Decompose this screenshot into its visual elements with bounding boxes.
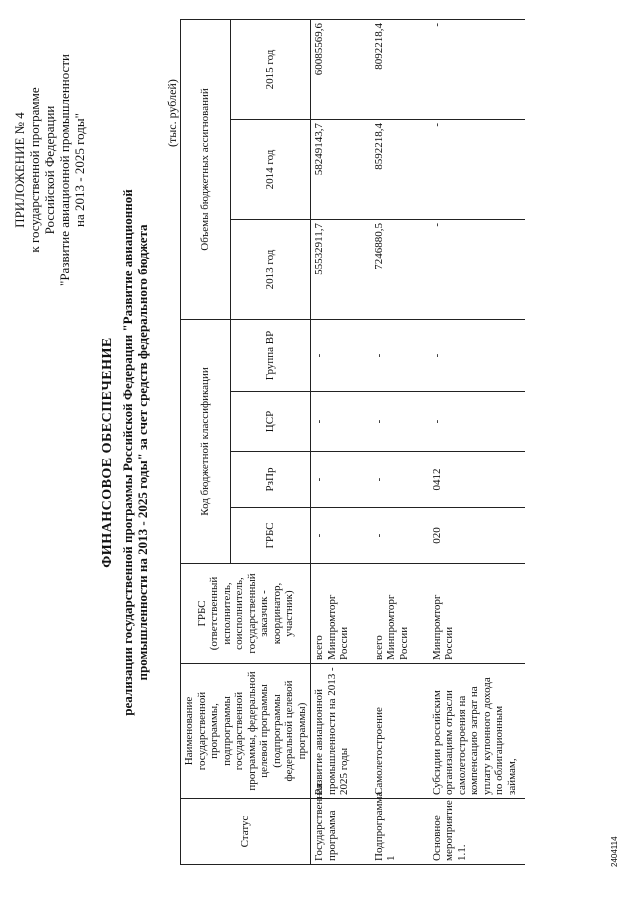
cell-rzpr: 0412 [429,452,525,508]
cell-name: Развитие авиационной промышленности на 2013 - 2025 годы [311,664,371,799]
cell-csr: - [429,392,525,452]
cell-2013: - [429,219,525,319]
cell-csr: - [311,392,371,452]
cell-grbs-text: Минпромторг России [429,564,525,664]
cell-csr: - [371,392,429,452]
cell-status: Основное мероприятие 1.1. [429,799,525,865]
header-status: Статус [181,799,311,865]
header-year-2013: 2013 год [231,219,311,319]
document-id: 2404114 [610,836,619,867]
title-line: промышленности на 2013 - 2025 годы" за счет средств федерального бюджета [135,224,150,681]
cell-vr: - [429,319,525,391]
cell-2015: 8092218,4 [371,19,429,119]
header-budget-code: Код бюджетной классификации [181,319,231,563]
cell-2015: - [429,19,525,119]
header-col-grbs: ГРБС [231,508,311,564]
cell-rzpr: - [311,452,371,508]
header-grbs: ГРБС (ответственный исполнитель, соисполнитель, государственный заказчик - координатор, участник) [181,564,311,664]
cell-2013: 55532911,7 [311,219,371,319]
cell-grbs: - [311,508,371,564]
appendix-block [12,15,87,325]
header-year-2015: 2015 год [231,19,311,119]
cell-name: Субсидии российским организациям отрасли самолетостроения на компенсацию затрат на уплату купонного дохода по облигационным займам, [429,664,525,799]
header-year-2014: 2014 год [231,119,311,219]
cell-vr: - [311,319,371,391]
appendix-line: "Развитие авиационной промышленности [57,54,72,286]
cell-2014: 8592218,4 [371,119,429,219]
header-col-csr: ЦСР [231,392,311,452]
title-line: реализации государственной программы Российской Федерации "Развитие авиационной [120,189,135,716]
appendix-line: к государственной программе [27,87,42,253]
cell-grbs-text: всего Минпромторг России [371,564,429,664]
financing-table [180,19,525,865]
cell-status: Государственная программа [311,799,371,865]
table-row [429,19,525,864]
document-title [100,40,150,865]
table-row [311,19,371,864]
cell-2014: - [429,119,525,219]
appendix-number: ПРИЛОЖЕНИЕ № 4 [12,112,27,228]
header-col-vr: Группа ВР [231,319,311,391]
title-main: ФИНАНСОВОЕ ОБЕСПЕЧЕНИЕ [100,337,115,568]
cell-name: Самолетостроение [371,664,429,799]
table-row [371,19,429,864]
header-name: Наименование государственной программы, подпрограммы государственной программы, федеральной целевой программы (подпрограммы федеральной целевой программы) [181,664,311,799]
cell-vr: - [371,319,429,391]
appendix-line: Российской Федерации [42,105,57,235]
cell-rzpr: - [371,452,429,508]
unit-label: (тыс. рублей) [165,79,179,147]
cell-grbs: - [371,508,429,564]
header-volumes: Объемы бюджетных ассигнований [181,19,231,319]
header-col-rzpr: РзПр [231,452,311,508]
appendix-line: на 2013 - 2025 годы" [72,113,87,227]
cell-2014: 58249143,7 [311,119,371,219]
cell-status: Подпрограмма 1 [371,799,429,865]
cell-grbs-text: всего Минпромторг России [311,564,371,664]
cell-2013: 7246880,5 [371,219,429,319]
cell-2015: 60085569,6 [311,19,371,119]
cell-grbs: 020 [429,508,525,564]
